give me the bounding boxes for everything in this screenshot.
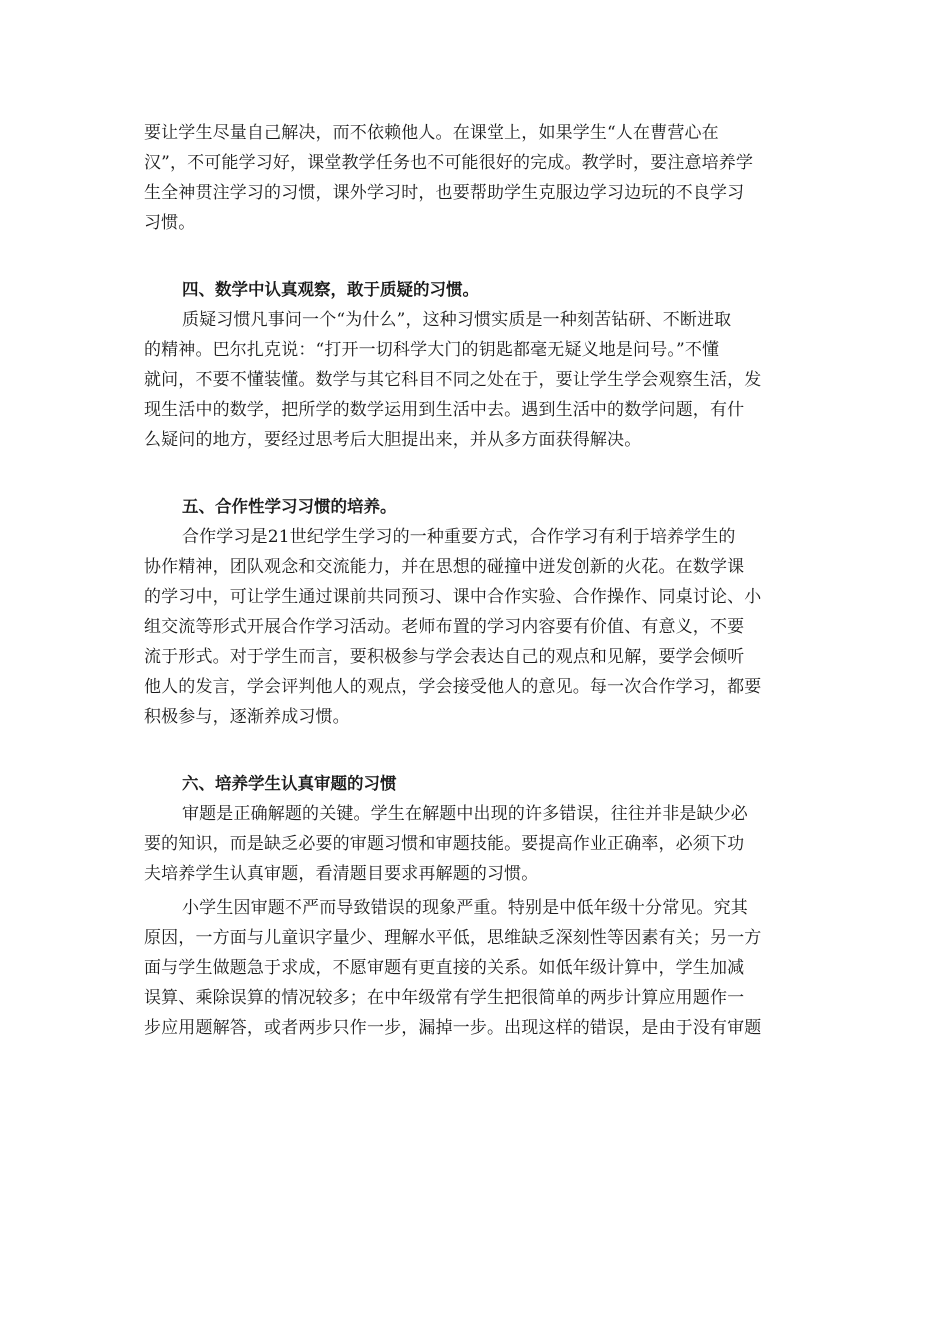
text-line: 要让学生尽量自己解决，而不依赖他人。在课堂上，如果学生“人在曹营心在 <box>144 123 719 143</box>
section-heading-six: 六、培养学生认真审题的习惯 <box>182 774 397 793</box>
text-line: 夫培养学生认真审题，看清题目要求再解题的习惯。 <box>144 864 539 884</box>
text-line: 么疑问的地方，要经过思考后大胆提出来，并从多方面获得解决。 <box>144 430 642 450</box>
text-line: 审题是正确解题的关键。学生在解题中出现的许多错误，往往并非是缺少必 <box>182 804 748 824</box>
text-line: 流于形式。对于学生而言，要积极参与学会表达自己的观点和见解，要学会倾听 <box>144 647 745 667</box>
document-page <box>144 118 808 1043</box>
text-line: 质疑习惯凡事问一个“为什么”，这种习惯实质是一种刻苦钻研、不断进取 <box>182 310 732 330</box>
text-line: 合作学习是21世纪学生学习的一种重要方式，合作学习有利于培养学生的 <box>182 527 736 547</box>
text-line: 小学生因审题不严而导致错误的现象严重。特别是中低年级十分常见。究其 <box>182 898 748 918</box>
text-line: 原因，一方面与儿童识字量少、理解水平低，思维缺乏深刻性等因素有关；另一方 <box>144 928 762 948</box>
text-line: 要的知识，而是缺乏必要的审题习惯和审题技能。要提高作业正确率，必须下功 <box>144 834 745 854</box>
text-line: 习惯。 <box>144 213 196 233</box>
text-line: 就问，不要不懂装懂。数学与其它科目不同之处在于，要让学生学会观察生活，发 <box>144 370 762 390</box>
section-heading-five: 五、合作性学习习惯的培养。 <box>182 497 397 516</box>
text-line: 步应用题解答，或者两步只作一步，漏掉一步。出现这样的错误，是由于没有审题 <box>144 1018 762 1038</box>
text-line: 生全神贯注学习的习惯，课外学习时，也要帮助学生克服边学习边玩的不良学习 <box>144 183 745 203</box>
text-line: 积极参与，逐渐养成习惯。 <box>144 707 350 727</box>
section-heading-four: 四、数学中认真观察，敢于质疑的习惯。 <box>182 280 479 299</box>
text-line: 面与学生做题急于求成，不愿审题有更直接的关系。如低年级计算中，学生加减 <box>144 958 745 978</box>
text-line: 的精神。巴尔扎克说：“打开一切科学大门的钥匙都毫无疑义地是问号。”不懂 <box>144 340 720 360</box>
paragraph-four <box>144 305 808 455</box>
text-line: 的学习中，可让学生通过课前共同预习、课中合作实验、合作操作、同桌讨论、小 <box>144 587 762 607</box>
paragraph-six-1 <box>144 799 808 889</box>
paragraph-five <box>144 522 808 732</box>
paragraph-intro <box>144 118 808 238</box>
text-line: 协作精神，团队观念和交流能力，并在思想的碰撞中迸发创新的火花。在数学课 <box>144 557 745 577</box>
paragraph-six-2 <box>144 893 808 1043</box>
text-line: 他人的发言，学会评判他人的观点，学会接受他人的意见。每一次合作学习，都要 <box>144 677 762 697</box>
text-line: 现生活中的数学，把所学的数学运用到生活中去。遇到生活中的数学问题，有什 <box>144 400 745 420</box>
text-line: 组交流等形式开展合作学习活动。老师布置的学习内容要有价值、有意义，不要 <box>144 617 745 637</box>
text-line: 误算、乘除误算的情况较多；在中年级常有学生把很简单的两步计算应用题作一 <box>144 988 745 1008</box>
text-line: 汉”，不可能学习好，课堂教学任务也不可能很好的完成。教学时，要注意培养学 <box>144 153 754 173</box>
